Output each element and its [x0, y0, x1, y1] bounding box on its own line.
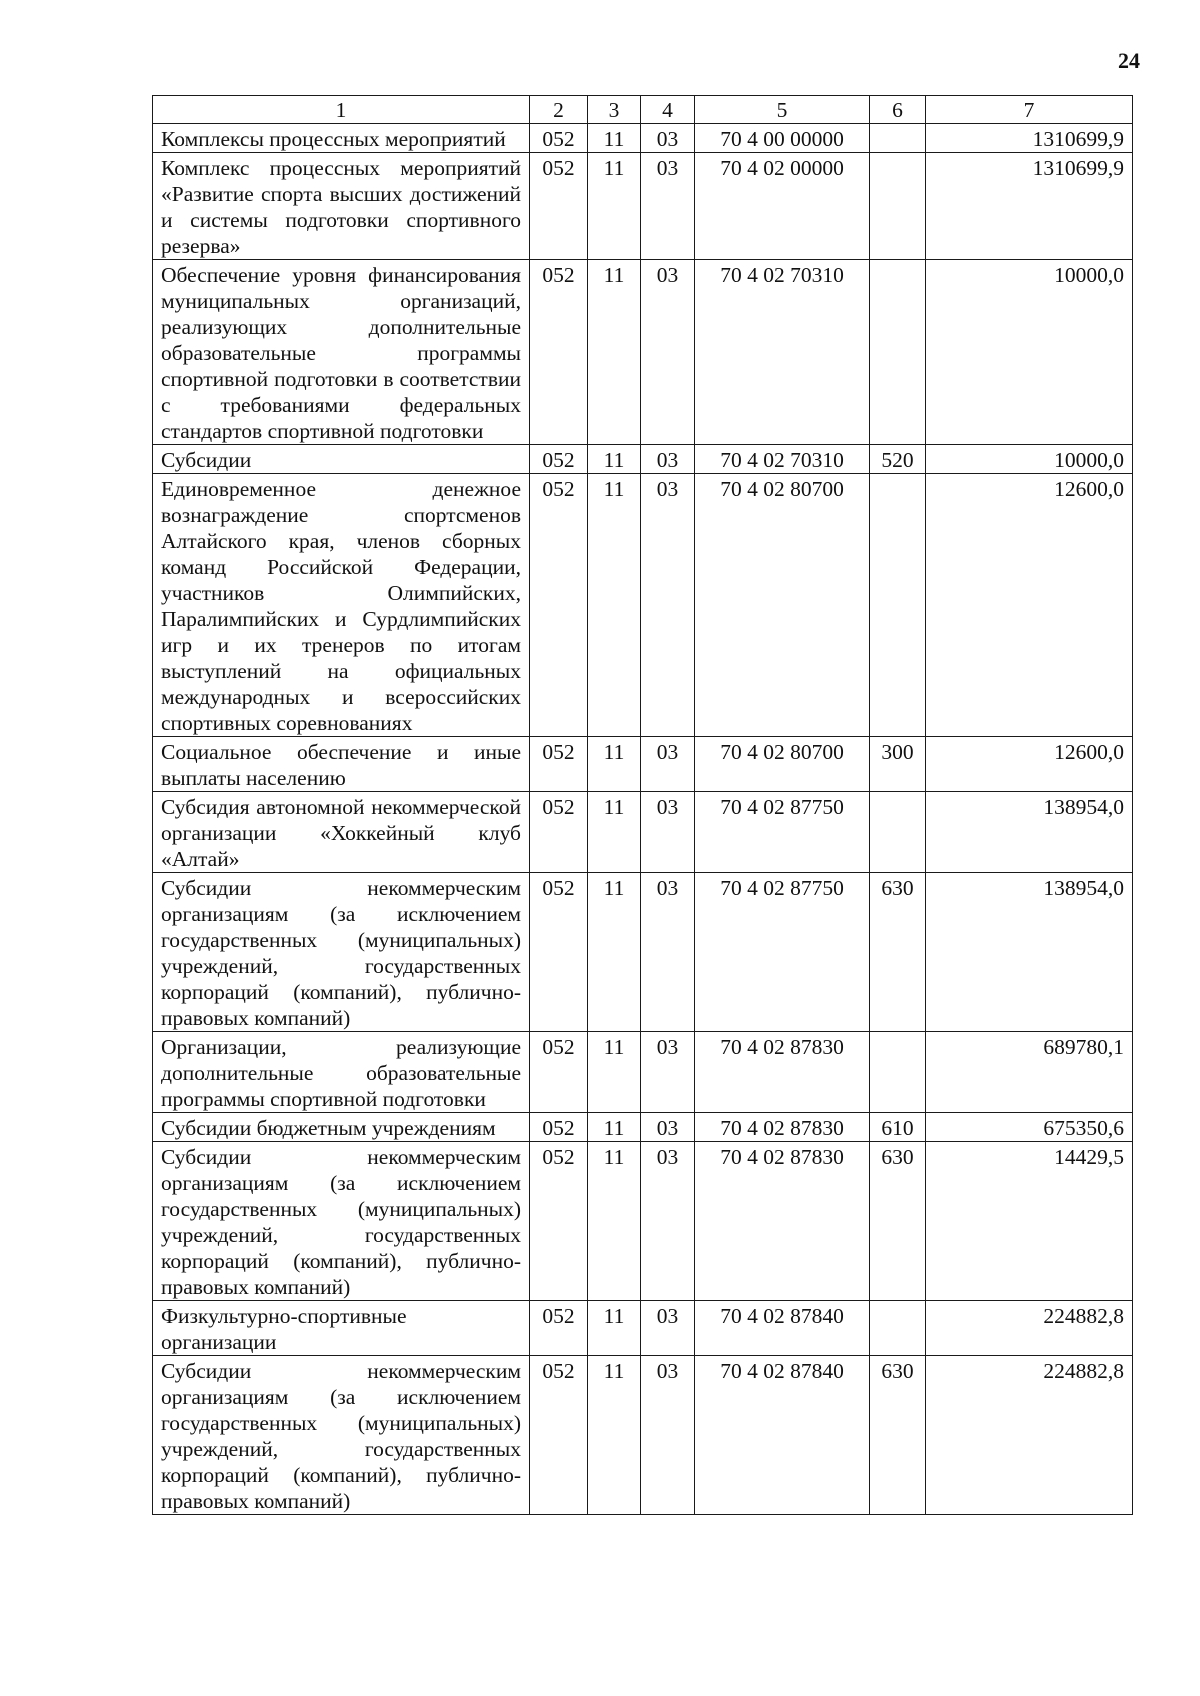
row-amount-cell: 12600,0 — [926, 737, 1133, 792]
row-expense-type-cell — [870, 792, 926, 873]
row-amount-cell: 1310699,9 — [926, 124, 1133, 153]
row-subsection-cell: 03 — [641, 737, 695, 792]
row-section-cell: 11 — [588, 873, 641, 1032]
row-target-article-cell: 70 4 02 80700 — [695, 474, 870, 737]
row-grbs-cell: 052 — [530, 153, 588, 260]
row-target-article-cell: 70 4 02 87830 — [695, 1113, 870, 1142]
row-amount-cell: 14429,5 — [926, 1142, 1133, 1301]
table-row — [153, 1032, 1133, 1113]
row-expense-type-cell — [870, 1032, 926, 1113]
row-grbs-cell: 052 — [530, 1032, 588, 1113]
row-subsection-cell: 03 — [641, 1032, 695, 1113]
row-section-cell: 11 — [588, 1301, 641, 1356]
budget-table — [152, 95, 1133, 1515]
row-grbs-cell: 052 — [530, 792, 588, 873]
row-amount-cell: 689780,1 — [926, 1032, 1133, 1113]
row-section-cell: 11 — [588, 260, 641, 445]
page-number: 24 — [1118, 48, 1140, 73]
row-amount-cell: 224882,8 — [926, 1301, 1133, 1356]
table-body — [153, 124, 1133, 1515]
row-grbs-cell: 052 — [530, 873, 588, 1032]
table-row — [153, 873, 1133, 1032]
row-grbs-cell: 052 — [530, 124, 588, 153]
row-expense-type-cell — [870, 260, 926, 445]
row-amount-cell: 10000,0 — [926, 445, 1133, 474]
row-name-cell: Социальное обеспечение и иные выплаты населению — [153, 737, 530, 792]
row-target-article-cell: 70 4 02 80700 — [695, 737, 870, 792]
row-section-cell: 11 — [588, 1356, 641, 1515]
row-name-cell: Субсидии некоммерческим организациям (за исключением государственных (муниципальных) учреждений, государственных корпораций (компаний), публично-правовых компаний) — [153, 1142, 530, 1301]
row-expense-type-cell — [870, 124, 926, 153]
row-expense-type-cell: 300 — [870, 737, 926, 792]
row-target-article-cell: 70 4 02 70310 — [695, 445, 870, 474]
row-expense-type-cell — [870, 153, 926, 260]
row-grbs-cell: 052 — [530, 445, 588, 474]
row-section-cell: 11 — [588, 474, 641, 737]
row-subsection-cell: 03 — [641, 1113, 695, 1142]
table-row — [153, 1301, 1133, 1356]
row-expense-type-cell — [870, 1301, 926, 1356]
row-amount-cell: 1310699,9 — [926, 153, 1133, 260]
row-name-cell: Комплексы процессных мероприятий — [153, 124, 530, 153]
row-target-article-cell: 70 4 02 87840 — [695, 1356, 870, 1515]
row-section-cell: 11 — [588, 1142, 641, 1301]
table-row — [153, 1356, 1133, 1515]
row-grbs-cell: 052 — [530, 474, 588, 737]
row-amount-cell: 10000,0 — [926, 260, 1133, 445]
row-grbs-cell: 052 — [530, 260, 588, 445]
row-name-cell: Единовременное денежное вознаграждение спортсменов Алтайского края, членов сборных команд Российской Федерации, участников Олимпийских, Паралимпийских и Сурдлимпийских игр и их тренеров по итогам выступлений на официальных международных и всероссийских спортивных соревнованиях — [153, 474, 530, 737]
row-amount-cell: 675350,6 — [926, 1113, 1133, 1142]
row-expense-type-cell: 630 — [870, 1356, 926, 1515]
row-subsection-cell: 03 — [641, 1301, 695, 1356]
row-subsection-cell: 03 — [641, 445, 695, 474]
row-name-cell: Субсидии некоммерческим организациям (за исключением государственных (муниципальных) учреждений, государственных корпораций (компаний), публично-правовых компаний) — [153, 873, 530, 1032]
header-col-7: 7 — [926, 96, 1133, 124]
row-target-article-cell: 70 4 00 00000 — [695, 124, 870, 153]
row-name-cell: Субсидии некоммерческим организациям (за исключением государственных (муниципальных) учреждений, государственных корпораций (компаний), публично-правовых компаний) — [153, 1356, 530, 1515]
row-expense-type-cell: 630 — [870, 873, 926, 1032]
row-expense-type-cell — [870, 474, 926, 737]
row-name-cell: Субсидии бюджетным учреждениям — [153, 1113, 530, 1142]
row-target-article-cell: 70 4 02 87830 — [695, 1032, 870, 1113]
row-name-cell: Комплекс процессных мероприятий «Развитие спорта высших достижений и системы подготовки спортивного резерва» — [153, 153, 530, 260]
row-subsection-cell: 03 — [641, 792, 695, 873]
row-subsection-cell: 03 — [641, 124, 695, 153]
row-section-cell: 11 — [588, 1113, 641, 1142]
row-section-cell: 11 — [588, 737, 641, 792]
row-grbs-cell: 052 — [530, 737, 588, 792]
row-subsection-cell: 03 — [641, 1356, 695, 1515]
table-row — [153, 737, 1133, 792]
row-target-article-cell: 70 4 02 00000 — [695, 153, 870, 260]
header-col-2: 2 — [530, 96, 588, 124]
header-col-6: 6 — [870, 96, 926, 124]
row-subsection-cell: 03 — [641, 873, 695, 1032]
row-section-cell: 11 — [588, 124, 641, 153]
row-name-cell: Организации, реализующие дополнительные образовательные программы спортивной подготовки — [153, 1032, 530, 1113]
row-subsection-cell: 03 — [641, 153, 695, 260]
table-row — [153, 1113, 1133, 1142]
row-subsection-cell: 03 — [641, 474, 695, 737]
row-amount-cell: 224882,8 — [926, 1356, 1133, 1515]
row-target-article-cell: 70 4 02 87830 — [695, 1142, 870, 1301]
table-header — [153, 96, 1133, 124]
row-expense-type-cell: 610 — [870, 1113, 926, 1142]
header-col-4: 4 — [641, 96, 695, 124]
row-section-cell: 11 — [588, 792, 641, 873]
header-col-3: 3 — [588, 96, 641, 124]
row-grbs-cell: 052 — [530, 1301, 588, 1356]
row-amount-cell: 138954,0 — [926, 792, 1133, 873]
row-name-cell: Субсидии — [153, 445, 530, 474]
row-grbs-cell: 052 — [530, 1356, 588, 1515]
table-row — [153, 260, 1133, 445]
row-grbs-cell: 052 — [530, 1113, 588, 1142]
row-section-cell: 11 — [588, 445, 641, 474]
row-target-article-cell: 70 4 02 70310 — [695, 260, 870, 445]
row-target-article-cell: 70 4 02 87840 — [695, 1301, 870, 1356]
row-subsection-cell: 03 — [641, 1142, 695, 1301]
table-row — [153, 124, 1133, 153]
row-section-cell: 11 — [588, 1032, 641, 1113]
header-col-1: 1 — [153, 96, 530, 124]
row-section-cell: 11 — [588, 153, 641, 260]
row-expense-type-cell: 630 — [870, 1142, 926, 1301]
row-amount-cell: 138954,0 — [926, 873, 1133, 1032]
table-row — [153, 445, 1133, 474]
table-row — [153, 792, 1133, 873]
row-target-article-cell: 70 4 02 87750 — [695, 792, 870, 873]
row-subsection-cell: 03 — [641, 260, 695, 445]
row-expense-type-cell: 520 — [870, 445, 926, 474]
table-row — [153, 1142, 1133, 1301]
table-row — [153, 474, 1133, 737]
row-name-cell: Физкультурно-спортивные организации — [153, 1301, 530, 1356]
table-row — [153, 153, 1133, 260]
row-amount-cell: 12600,0 — [926, 474, 1133, 737]
row-target-article-cell: 70 4 02 87750 — [695, 873, 870, 1032]
header-row — [153, 96, 1133, 124]
row-name-cell: Субсидия автономной некоммерческой организации «Хоккейный клуб «Алтай» — [153, 792, 530, 873]
row-grbs-cell: 052 — [530, 1142, 588, 1301]
row-name-cell: Обеспечение уровня финансирования муниципальных организаций, реализующих дополнительные образовательные программы спортивной подготовки в соответствии с требованиями федеральных стандартов спортивной подготовки — [153, 260, 530, 445]
header-col-5: 5 — [695, 96, 870, 124]
